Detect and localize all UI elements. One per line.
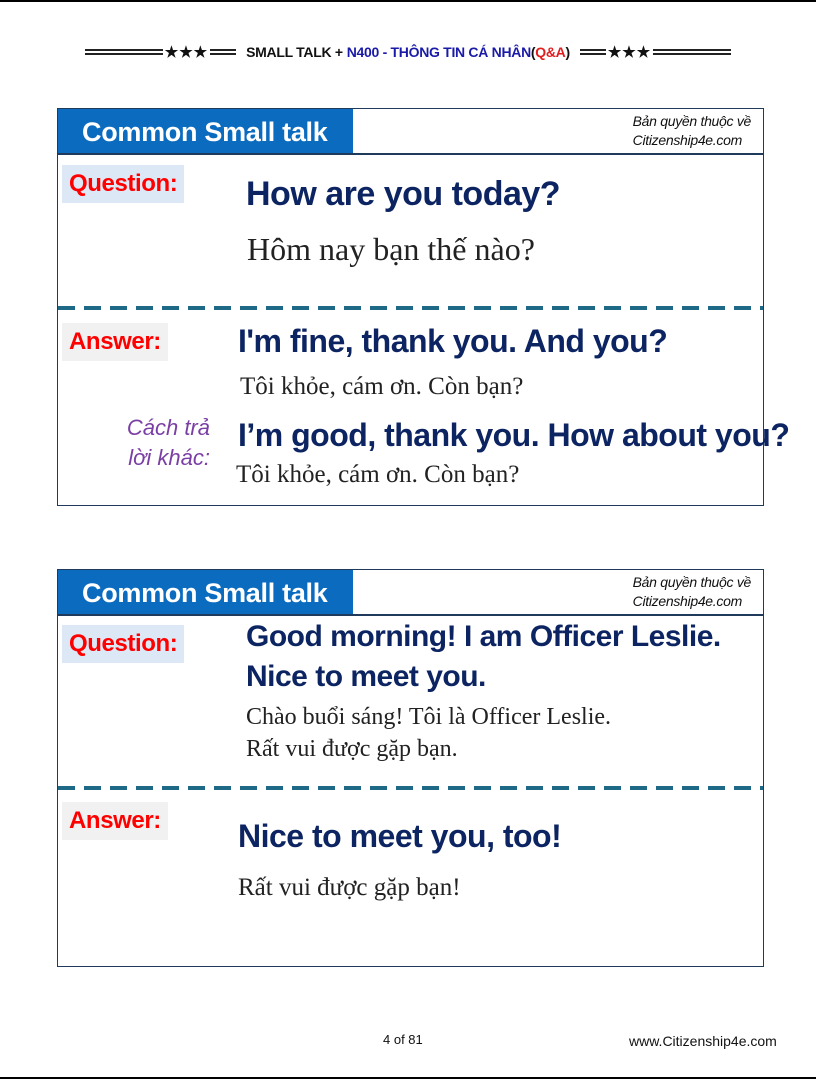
title-underline [353, 153, 763, 155]
page-bottom-border [0, 1077, 816, 1079]
decorative-double-line [85, 49, 163, 55]
header-title-small-talk: SMALL TALK + [246, 44, 343, 60]
copyright-note [633, 573, 751, 611]
card-title: Common Small talk [58, 570, 353, 614]
small-talk-card-2 [57, 569, 764, 967]
dashed-divider [58, 305, 763, 311]
alternative-answer-vietnamese: Tôi khỏe, cám ơn. Còn bạn? [236, 461, 520, 488]
copyright-line-2: Citizenship4e.com [632, 593, 742, 609]
question-english-line-1: Good morning! I am Officer Leslie. [246, 620, 721, 653]
answer-vietnamese: Tôi khỏe, cám ơn. Còn bạn? [240, 373, 524, 400]
stars-icon: ★★★ [164, 44, 209, 61]
header-title-n400: N400 - THÔNG TIN CÁ NHÂN [346, 44, 531, 60]
header-title-qa: Q&A [535, 44, 566, 60]
decorative-double-line [653, 49, 731, 55]
alt-label-line-1: Cách trả [126, 415, 210, 440]
page-top-border [0, 0, 816, 2]
header-paren-open: ( [530, 44, 536, 60]
alternative-answer-english: I’m good, thank you. How about you? [238, 417, 790, 453]
document-header [0, 38, 816, 66]
title-underline [58, 614, 353, 616]
answer-english: I'm fine, thank you. And you? [238, 323, 668, 359]
question-english-line-2: Nice to meet you. [246, 660, 486, 693]
footer-website: www.Citizenship4e.com [629, 1033, 777, 1049]
question-vietnamese: Hôm nay bạn thế nào? [247, 231, 535, 267]
copyright-line-1: Bản quyền thuộc về [632, 113, 751, 129]
answer-english: Nice to meet you, too! [238, 818, 562, 854]
question-label: Question: [62, 165, 184, 203]
stars-icon: ★★★ [607, 44, 652, 61]
answer-vietnamese: Rất vui được gặp bạn! [238, 874, 461, 901]
copyright-line-1: Bản quyền thuộc về [632, 574, 751, 590]
title-underline [353, 614, 763, 616]
question-vietnamese-line-2: Rất vui được gặp bạn. [246, 736, 458, 762]
dashed-divider [58, 785, 763, 791]
question-label: Question: [62, 625, 184, 663]
question-vietnamese-line-1: Chào buổi sáng! Tôi là Officer Leslie. [246, 704, 612, 730]
page-number: 4 of 81 [383, 1032, 423, 1047]
question-english: How are you today? [246, 175, 561, 213]
answer-label: Answer: [62, 802, 168, 840]
copyright-line-2: Citizenship4e.com [632, 132, 742, 148]
title-underline [58, 153, 353, 155]
decorative-double-line [580, 49, 606, 55]
small-talk-card-1 [57, 108, 790, 506]
answer-label: Answer: [62, 323, 168, 361]
copyright-note [633, 112, 751, 150]
alt-label-line-2: lời khác: [128, 445, 210, 470]
card-title: Common Small talk [58, 109, 353, 153]
decorative-double-line [210, 49, 236, 55]
header-paren-close: ) [565, 44, 570, 60]
alternative-answer-label [110, 413, 210, 473]
